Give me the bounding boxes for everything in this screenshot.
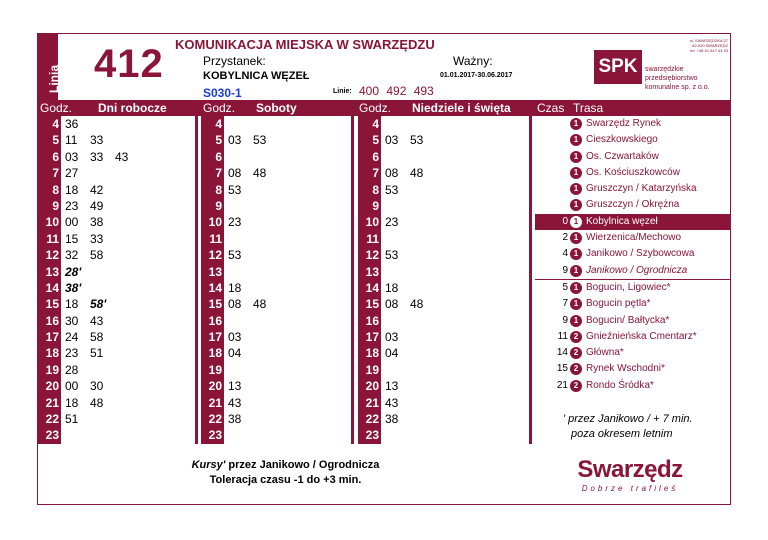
minutes-row <box>385 182 510 198</box>
minutes-column-saturday <box>228 116 353 444</box>
hour-cell: 11 <box>209 231 222 246</box>
minutes-row <box>65 329 195 345</box>
minutes-row <box>65 395 195 411</box>
minute-value: 38 <box>90 215 104 230</box>
minutes-row <box>385 264 510 280</box>
valid-dates: 01.01.2017-30.06.2017 <box>440 72 513 79</box>
timetable-frame <box>37 33 731 505</box>
route-stop <box>535 329 730 345</box>
route-stop-name: Bogucin/ Bałtycka* <box>586 314 670 326</box>
minutes-row <box>65 214 195 230</box>
minutes-row <box>228 313 353 329</box>
hour-cell: 20 <box>45 379 59 394</box>
minute-value: 30 <box>90 379 104 394</box>
valid-label: Ważny: <box>453 54 493 68</box>
zone-badge: 2 <box>570 331 582 343</box>
minute-value: 43 <box>228 395 242 410</box>
zone-badge: 1 <box>570 248 582 260</box>
route-stop-name: Rynek Wschodni* <box>586 363 665 375</box>
swarzedz-logo <box>565 456 695 493</box>
hour-cell: 4 <box>215 117 222 131</box>
minutes-row <box>65 264 195 280</box>
minute-value: 23 <box>385 215 399 230</box>
route-stop-name: Swarzędz Rynek <box>586 118 662 129</box>
sunday-header: Niedziele i święta <box>412 101 511 115</box>
minute-value: 24 <box>65 330 79 345</box>
route-time: 5 <box>562 281 568 293</box>
hour-cell: 8 <box>52 182 59 197</box>
minutes-row <box>65 378 195 394</box>
minutes-row <box>385 116 510 132</box>
hour-cell: 7 <box>52 166 59 181</box>
hour-cell: 7 <box>215 166 222 181</box>
minutes-row <box>385 411 510 427</box>
minutes-column-sunday <box>385 116 510 444</box>
route-stop-name: Główna* <box>586 347 624 359</box>
bottom-note-line2: Toleracja czasu -1 do +3 min. <box>209 474 362 486</box>
minute-value: 48 <box>253 297 267 312</box>
spk-text-line: przedsiębiorstwo <box>645 75 698 82</box>
hour-cell: 22 <box>365 412 379 427</box>
hour-cell: 6 <box>215 149 222 164</box>
minute-value: 53 <box>385 248 399 263</box>
spk-address-line: 62-020 SWARZĘDZ <box>692 43 728 48</box>
hour-cell: 16 <box>365 313 379 328</box>
logo-slogan: Dobrze trafileś <box>581 484 679 493</box>
stop-name: KOBYLNICA WĘZEŁ <box>203 70 310 82</box>
minute-value: 08 <box>385 166 399 181</box>
zone-badge: 1 <box>570 134 582 146</box>
minute-value: 03 <box>228 330 242 345</box>
zone-badge: 1 <box>570 199 582 211</box>
minutes-row <box>65 182 195 198</box>
minute-value: 38 <box>228 412 242 427</box>
route-time: 9 <box>562 314 568 326</box>
minutes-row <box>65 362 195 378</box>
hour-cell: 14 <box>365 280 379 295</box>
minute-value: 11 <box>65 133 78 148</box>
route-stop-name: Janikowo / Szybowcowa <box>586 248 695 260</box>
minute-value: 18 <box>228 280 242 295</box>
minute-value: 33 <box>90 231 104 246</box>
minute-value: 03 <box>385 330 399 345</box>
minutes-row <box>228 182 353 198</box>
hour-cell: 7 <box>372 166 379 181</box>
minute-value: 13 <box>228 379 242 394</box>
minutes-row <box>228 395 353 411</box>
hours-column-weekdays <box>38 116 61 444</box>
godz-header: Godz. <box>40 101 73 115</box>
minute-value: 43 <box>385 395 399 410</box>
minute-value: 33 <box>90 149 104 164</box>
route-stop <box>535 165 730 181</box>
minutes-row <box>385 247 510 263</box>
minute-value: 00 <box>65 379 79 394</box>
hour-cell: 20 <box>365 379 379 394</box>
zone-badge: 1 <box>570 282 582 294</box>
linia-bar <box>38 34 62 100</box>
hour-cell: 22 <box>208 412 222 427</box>
minute-value: 30 <box>65 313 79 328</box>
minute-value: 53 <box>228 182 242 197</box>
route-time: 21 <box>556 379 568 391</box>
minutes-row <box>385 214 510 230</box>
hour-cell: 12 <box>208 248 222 263</box>
minutes-row <box>65 427 195 443</box>
minutes-row <box>65 247 195 263</box>
column-separator <box>195 116 198 444</box>
trasa-header: Trasa <box>573 101 604 115</box>
hour-cell: 10 <box>208 215 222 230</box>
minutes-row <box>228 427 353 443</box>
hour-cell: 15 <box>365 297 379 312</box>
linia-label: Linia <box>47 64 62 94</box>
column-header-row <box>38 100 730 116</box>
minutes-row <box>65 231 195 247</box>
minute-value: 53 <box>410 133 424 148</box>
minute-value: 33 <box>90 133 104 148</box>
minutes-row <box>228 214 353 230</box>
hour-cell: 17 <box>45 330 59 345</box>
minutes-row <box>228 165 353 181</box>
hour-cell: 22 <box>45 412 59 427</box>
hour-cell: 18 <box>208 346 222 361</box>
hour-cell: 23 <box>208 428 222 443</box>
column-separator <box>529 116 532 444</box>
minutes-row <box>228 149 353 165</box>
minute-value: 28' <box>65 264 82 279</box>
hour-cell: 10 <box>45 215 59 230</box>
route-time: 4 <box>562 248 568 260</box>
minute-value: 36 <box>65 117 79 131</box>
minutes-row <box>385 362 510 378</box>
minute-value: 48 <box>90 395 104 410</box>
minutes-row <box>385 313 510 329</box>
minutes-row <box>228 378 353 394</box>
route-stop <box>535 197 730 213</box>
spk-logo: SPK <box>594 50 642 84</box>
company-title: KOMUNIKACJA MIEJSKA W SWARZĘDZU <box>175 37 435 52</box>
route-footnote <box>563 412 693 442</box>
hour-cell: 14 <box>208 280 222 295</box>
minute-value: 04 <box>228 346 242 361</box>
minutes-row <box>228 280 353 296</box>
zone-badge: 1 <box>570 315 582 327</box>
czas-header: Czas <box>537 101 565 115</box>
minute-value: 51 <box>65 412 79 427</box>
route-stop-name: Os. Kościuszkowców <box>586 166 680 178</box>
hour-cell: 6 <box>372 149 379 164</box>
hour-cell: 4 <box>52 117 59 131</box>
hour-cell: 13 <box>208 264 222 279</box>
minute-value: 32 <box>65 248 79 263</box>
hour-cell: 5 <box>372 133 379 148</box>
minutes-row <box>385 280 510 296</box>
route-time: 7 <box>562 298 568 310</box>
minutes-column-weekdays <box>65 116 195 444</box>
minutes-row <box>228 231 353 247</box>
minute-value: 08 <box>228 297 242 312</box>
hour-cell: 18 <box>45 346 59 361</box>
zone-badge: 2 <box>570 380 582 392</box>
minutes-row <box>65 116 195 132</box>
route-stop <box>535 214 730 230</box>
hour-cell: 9 <box>215 198 222 213</box>
minutes-row <box>385 329 510 345</box>
hour-cell: 21 <box>365 395 379 410</box>
zone-badge: 1 <box>570 265 582 277</box>
hours-column-saturday <box>201 116 224 444</box>
route-stop <box>535 361 730 377</box>
route-stop <box>535 116 730 132</box>
hours-column-sunday <box>358 116 381 444</box>
route-stop <box>535 280 730 296</box>
route-stop-name: Kobylnica węzeł <box>586 215 658 227</box>
route-stop-name: Wierzenica/Mechowo <box>586 232 682 244</box>
footnote-line: ' przez Janikowo / + 7 min. <box>563 413 693 425</box>
logo-name: Swarzędz <box>577 456 683 483</box>
minutes-row <box>385 345 510 361</box>
hour-cell: 10 <box>365 215 379 230</box>
minutes-row <box>385 296 510 312</box>
minute-value: 28 <box>65 362 79 377</box>
minute-value: 43 <box>90 313 104 328</box>
hour-cell: 19 <box>208 362 222 377</box>
route-stop <box>535 149 730 165</box>
minute-value: 00 <box>65 215 79 230</box>
minutes-row <box>385 198 510 214</box>
spk-text-line: swarzędzkie <box>645 66 684 73</box>
minute-value: 53 <box>228 248 242 263</box>
hour-cell: 12 <box>365 248 379 263</box>
minutes-row <box>228 329 353 345</box>
hour-cell: 16 <box>45 313 59 328</box>
minute-value: 38 <box>385 412 399 427</box>
minutes-row <box>228 362 353 378</box>
route-stop <box>535 296 730 312</box>
route-stop-name: Gruszczyn / Okrężna <box>586 199 680 211</box>
hour-cell: 16 <box>208 313 222 328</box>
hour-cell: 17 <box>365 330 379 345</box>
minute-value: 27 <box>65 166 79 181</box>
minute-value: 03 <box>228 133 242 148</box>
minute-value: 51 <box>90 346 104 361</box>
hour-cell: 19 <box>365 362 379 377</box>
route-time: 2 <box>562 232 568 244</box>
minute-value: 48 <box>410 166 424 181</box>
godz-header: Godz. <box>203 101 236 115</box>
line-number: 412 <box>94 42 164 86</box>
hour-cell: 19 <box>45 362 59 377</box>
stop-code: S030-1 <box>203 86 242 100</box>
hour-cell: 9 <box>372 198 379 213</box>
bottom-note-line1 <box>38 458 533 473</box>
minutes-row <box>228 198 353 214</box>
route-stop-name: Rondo Śródka* <box>586 379 654 391</box>
spk-company-text <box>645 65 710 92</box>
hour-cell: 21 <box>208 395 222 410</box>
route-stop-name: Janikowo / Ogrodnicza <box>586 264 688 276</box>
weekdays-header: Dni robocze <box>98 101 167 115</box>
bottom-note-rest: przez Janikowo / Ogrodnicza <box>225 459 380 471</box>
route-stop <box>535 263 730 280</box>
route-stop-name: Gruszczyn / Katarzyńska <box>586 183 697 195</box>
spk-address-line: ul. SWARZĘDZKA 27 <box>689 38 728 43</box>
spk-address-line: tel. +48 61 817 44 33 <box>690 48 728 53</box>
zone-badge: 1 <box>570 167 582 179</box>
minute-value: 58 <box>90 330 104 345</box>
hour-cell: 5 <box>215 133 222 148</box>
minutes-row <box>65 411 195 427</box>
route-time: 0 <box>562 215 568 227</box>
minute-value: 23 <box>228 215 242 230</box>
route-stop <box>535 378 730 394</box>
hour-cell: 21 <box>45 395 59 410</box>
route-stop <box>535 181 730 197</box>
minute-value: 58' <box>90 297 107 312</box>
minutes-row <box>65 165 195 181</box>
hour-cell: 11 <box>46 231 59 246</box>
zone-badge: 1 <box>570 216 582 228</box>
minute-value: 03 <box>65 149 79 164</box>
minute-value: 18 <box>65 182 79 197</box>
linie-values: 400 492 493 <box>359 84 434 98</box>
zone-badge: 1 <box>570 298 582 310</box>
route-stop-name: Cieszkowskiego <box>586 134 658 146</box>
minute-value: 23 <box>65 198 79 213</box>
minutes-row <box>65 198 195 214</box>
hour-cell: 8 <box>372 182 379 197</box>
route-stop <box>535 313 730 329</box>
minutes-row <box>385 427 510 443</box>
hour-cell: 17 <box>208 330 222 345</box>
hour-cell: 8 <box>215 182 222 197</box>
minutes-row <box>65 149 195 165</box>
route-stop <box>535 132 730 148</box>
route-stop-name: Bogucin pętla* <box>586 298 651 310</box>
minute-value: 18 <box>65 297 79 312</box>
minutes-row <box>385 149 510 165</box>
bottom-note-italic: Kursy' <box>191 459 226 471</box>
route-time: 9 <box>562 264 568 276</box>
minute-value: 18 <box>65 395 79 410</box>
minutes-row <box>385 231 510 247</box>
route-stop <box>535 230 730 246</box>
zone-badge: 1 <box>570 183 582 195</box>
minute-value: 58 <box>90 248 104 263</box>
minutes-row <box>228 247 353 263</box>
route-stop-name: Gnieźnieńska Cmentarz* <box>586 330 697 342</box>
minutes-row <box>65 296 195 312</box>
route-stop-name: Bogucin, Ligowiec* <box>586 281 671 293</box>
hour-cell: 20 <box>208 379 222 394</box>
hour-cell: 9 <box>52 198 59 213</box>
minutes-row <box>385 378 510 394</box>
minute-value: 42 <box>90 182 104 197</box>
minutes-row <box>228 411 353 427</box>
hour-cell: 23 <box>45 428 59 443</box>
minute-value: 04 <box>385 346 399 361</box>
route-stop <box>535 246 730 262</box>
route-stop <box>535 345 730 361</box>
zone-badge: 1 <box>570 232 582 244</box>
minutes-row <box>65 345 195 361</box>
route-time: 15 <box>556 363 568 375</box>
minutes-row <box>228 296 353 312</box>
minute-value: 38' <box>65 280 82 295</box>
minute-value: 08 <box>228 166 242 181</box>
saturday-header: Soboty <box>256 101 297 115</box>
hour-cell: 13 <box>45 264 59 279</box>
minute-value: 53 <box>253 133 267 148</box>
stop-label: Przystanek: <box>203 54 266 68</box>
minutes-row <box>228 116 353 132</box>
minutes-row <box>385 395 510 411</box>
minutes-row <box>385 165 510 181</box>
minutes-row <box>228 345 353 361</box>
zone-badge: 1 <box>570 151 582 163</box>
minute-value: 03 <box>385 133 399 148</box>
column-separator <box>351 116 354 444</box>
minutes-row <box>228 264 353 280</box>
spk-text-line: komunalne sp. z o.o. <box>645 84 710 91</box>
minute-value: 48 <box>253 166 267 181</box>
zone-badge: 2 <box>570 363 582 375</box>
minute-value: 48 <box>410 297 424 312</box>
minutes-row <box>65 280 195 296</box>
route-list <box>535 116 730 394</box>
minute-value: 13 <box>385 379 399 394</box>
godz-header: Godz. <box>359 101 392 115</box>
minute-value: 08 <box>385 297 399 312</box>
spk-address <box>648 38 728 53</box>
zone-badge: 2 <box>570 347 582 359</box>
hour-cell: 11 <box>366 231 379 246</box>
zone-badge: 1 <box>570 118 582 130</box>
route-time: 14 <box>556 347 568 359</box>
bottom-note <box>38 444 533 504</box>
hour-cell: 18 <box>365 346 379 361</box>
footnote-line: poza okresem letnim <box>571 428 673 440</box>
linie-label: Linie: <box>333 88 352 95</box>
route-stop-name: Os. Czwartaków <box>586 150 659 162</box>
minutes-row <box>65 313 195 329</box>
hour-cell: 4 <box>372 117 379 131</box>
minutes-row <box>385 132 510 148</box>
minute-value: 53 <box>385 182 399 197</box>
hour-cell: 12 <box>45 248 59 263</box>
minute-value: 23 <box>65 346 79 361</box>
hour-cell: 5 <box>52 133 59 148</box>
hour-cell: 15 <box>45 297 59 312</box>
minute-value: 18 <box>385 280 399 295</box>
hour-cell: 6 <box>52 149 59 164</box>
hour-cell: 23 <box>365 428 379 443</box>
minute-value: 49 <box>90 198 104 213</box>
minutes-row <box>65 132 195 148</box>
minute-value: 43 <box>115 149 129 164</box>
minute-value: 15 <box>65 231 79 246</box>
hour-cell: 13 <box>365 264 379 279</box>
minutes-row <box>228 132 353 148</box>
hour-cell: 14 <box>45 280 59 295</box>
route-time: 11 <box>557 330 568 342</box>
hour-cell: 15 <box>208 297 222 312</box>
